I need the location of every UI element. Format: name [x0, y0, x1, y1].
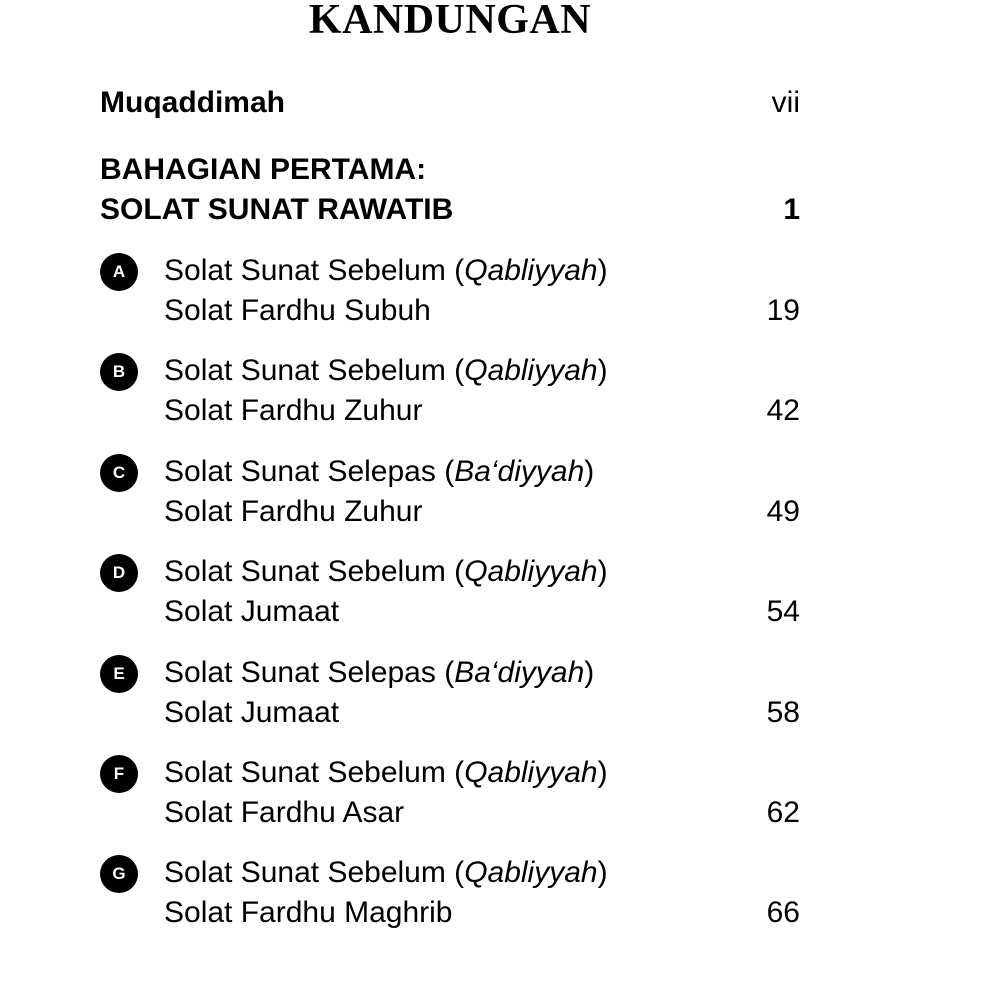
toc-entry-e[interactable]	[100, 653, 800, 733]
toc-entry-title: Solat Sunat Selepas (Ba‘diyyah)	[164, 656, 595, 689]
arabic-term: Qabliyyah	[464, 856, 598, 889]
toc-entry-title: Solat Sunat Selepas (Ba‘diyyah)	[164, 455, 595, 488]
toc-entry-subtitle: Solat Jumaat	[164, 696, 340, 729]
toc-entry-subtitle: Solat Fardhu Subuh	[164, 294, 431, 327]
toc-entry-c[interactable]	[100, 452, 800, 532]
toc-entry-subtitle: Solat Fardhu Zuhur	[164, 394, 423, 427]
toc-entry-b[interactable]	[100, 351, 800, 431]
toc-page-number: 49	[766, 495, 800, 528]
toc-page-number: 66	[766, 896, 800, 929]
letter-badge-icon: G	[100, 855, 138, 893]
toc-section-heading[interactable]	[100, 150, 800, 230]
arabic-term: Qabliyyah	[464, 555, 598, 588]
letter-badge-icon: E	[100, 655, 138, 693]
toc-page-number: 19	[766, 294, 800, 327]
toc-entry-muqaddimah[interactable]	[100, 83, 800, 123]
toc-entry-title: Solat Sunat Sebelum (Qabliyyah)	[164, 856, 608, 889]
toc-entry-title: Solat Sunat Sebelum (Qabliyyah)	[164, 756, 608, 789]
toc-entry-a[interactable]	[100, 251, 800, 331]
toc-page-number: 42	[766, 394, 800, 427]
letter-badge-icon: D	[100, 554, 138, 592]
toc-entry-subtitle: Solat Fardhu Maghrib	[164, 896, 453, 929]
arabic-term: Qabliyyah	[464, 354, 598, 387]
toc-entry-subtitle: Solat Jumaat	[164, 595, 340, 628]
section-heading-line-2: SOLAT SUNAT RAWATIB	[100, 193, 454, 226]
section-heading-line-1: BAHAGIAN PERTAMA:	[100, 153, 427, 186]
arabic-term: Ba‘diyyah	[454, 455, 585, 488]
toc-page-number: 58	[766, 696, 800, 729]
arabic-term: Qabliyyah	[464, 254, 598, 287]
page-title: KANDUNGAN	[308, 0, 592, 43]
toc-entry-title: Solat Sunat Sebelum (Qabliyyah)	[164, 354, 608, 387]
toc-entry-subtitle: Solat Fardhu Asar	[164, 796, 405, 829]
toc-entry-title: Solat Sunat Sebelum (Qabliyyah)	[164, 254, 608, 287]
toc-entry-title: Solat Sunat Sebelum (Qabliyyah)	[164, 555, 608, 588]
toc-page-number: 54	[766, 595, 800, 628]
toc-entry-subtitle: Solat Fardhu Zuhur	[164, 495, 423, 528]
letter-badge-icon: C	[100, 454, 138, 492]
letter-badge-icon: F	[100, 755, 138, 793]
arabic-term: Qabliyyah	[464, 756, 598, 789]
toc-page-number: vii	[771, 86, 800, 119]
letter-badge-icon: B	[100, 353, 138, 391]
toc-entry-f[interactable]	[100, 753, 800, 833]
toc-page-number: 1	[783, 193, 800, 226]
arabic-term: Ba‘diyyah	[454, 656, 585, 689]
letter-badge-icon: A	[100, 253, 138, 291]
toc-entry-d[interactable]	[100, 552, 800, 632]
toc-entry-g[interactable]	[100, 853, 800, 933]
toc-entry-label: Muqaddimah	[100, 86, 285, 119]
toc-page-number: 62	[766, 796, 800, 829]
